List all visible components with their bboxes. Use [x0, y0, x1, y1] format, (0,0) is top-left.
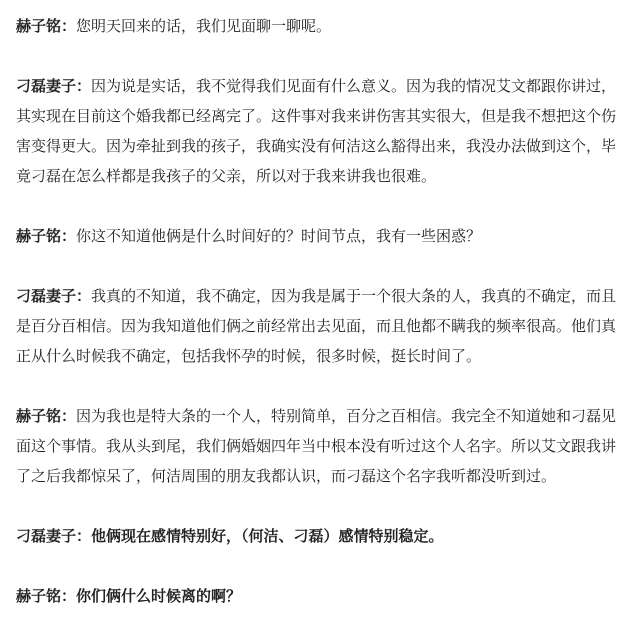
dialogue-text: 因为说是实话，我不觉得我们见面有什么意义。因为我的情况艾文都跟你讲过，其实现在目前这个婚我都已经离完了。这件事对我来讲伤害其实很大，但是我不想把这个伤害变得更大。因为牵扯到我的孩子，我确实没有何洁这么豁得出来，我没办法做到这个，毕竟刁磊在怎么样都是我孩子的父亲，所以对于我来讲我也很难。	[16, 77, 617, 185]
dialogue-paragraph	[16, 521, 628, 551]
dialogue-text: 您明天回来的话，我们见面聊一聊呢。	[76, 17, 332, 35]
dialogue-text: 他俩现在感情特别好，（何洁、刁磊）感情特别稳定。	[91, 527, 444, 545]
speaker-label: 刁磊妻子：	[16, 77, 92, 95]
dialogue-paragraph	[16, 11, 628, 41]
dialogue-paragraph	[16, 221, 628, 251]
speaker-label: 赫子铭：	[16, 17, 77, 35]
dialogue-paragraph	[16, 401, 628, 491]
transcript-document	[16, 11, 628, 641]
speaker-label: 刁磊妻子：	[16, 287, 92, 305]
dialogue-paragraph	[16, 71, 628, 191]
dialogue-text: 你这不知道他俩是什么时间好的？时间节点，我有一些困惑？	[76, 227, 482, 245]
speaker-label: 赫子铭：	[16, 227, 77, 245]
dialogue-text: 因为我也是特大条的一个人，特别简单，百分之百相信。我完全不知道她和刁磊见面这个事情。我从头到尾，我们俩婚姻四年当中根本没有听过这个人名字。所以艾文跟我讲了之后我都惊呆了，何洁周围的朋友我都认识，而刁磊这个名字我听都没听到过。	[16, 407, 617, 485]
dialogue-paragraph	[16, 281, 628, 371]
dialogue-text: 我真的不知道，我不确定，因为我是属于一个很大条的人，我真的不确定，而且是百分百相信。因为我知道他们俩之前经常出去见面，而且他都不瞒我的频率很高。他们真正从什么时候我不确定，包括我怀孕的时候，很多时候，挺长时间了。	[16, 287, 617, 365]
speaker-label: 刁磊妻子：	[16, 527, 92, 545]
dialogue-text: 你们俩什么时候离的啊？	[76, 587, 242, 605]
speaker-label: 赫子铭：	[16, 407, 77, 425]
dialogue-paragraph	[16, 581, 628, 611]
speaker-label: 赫子铭：	[16, 587, 77, 605]
